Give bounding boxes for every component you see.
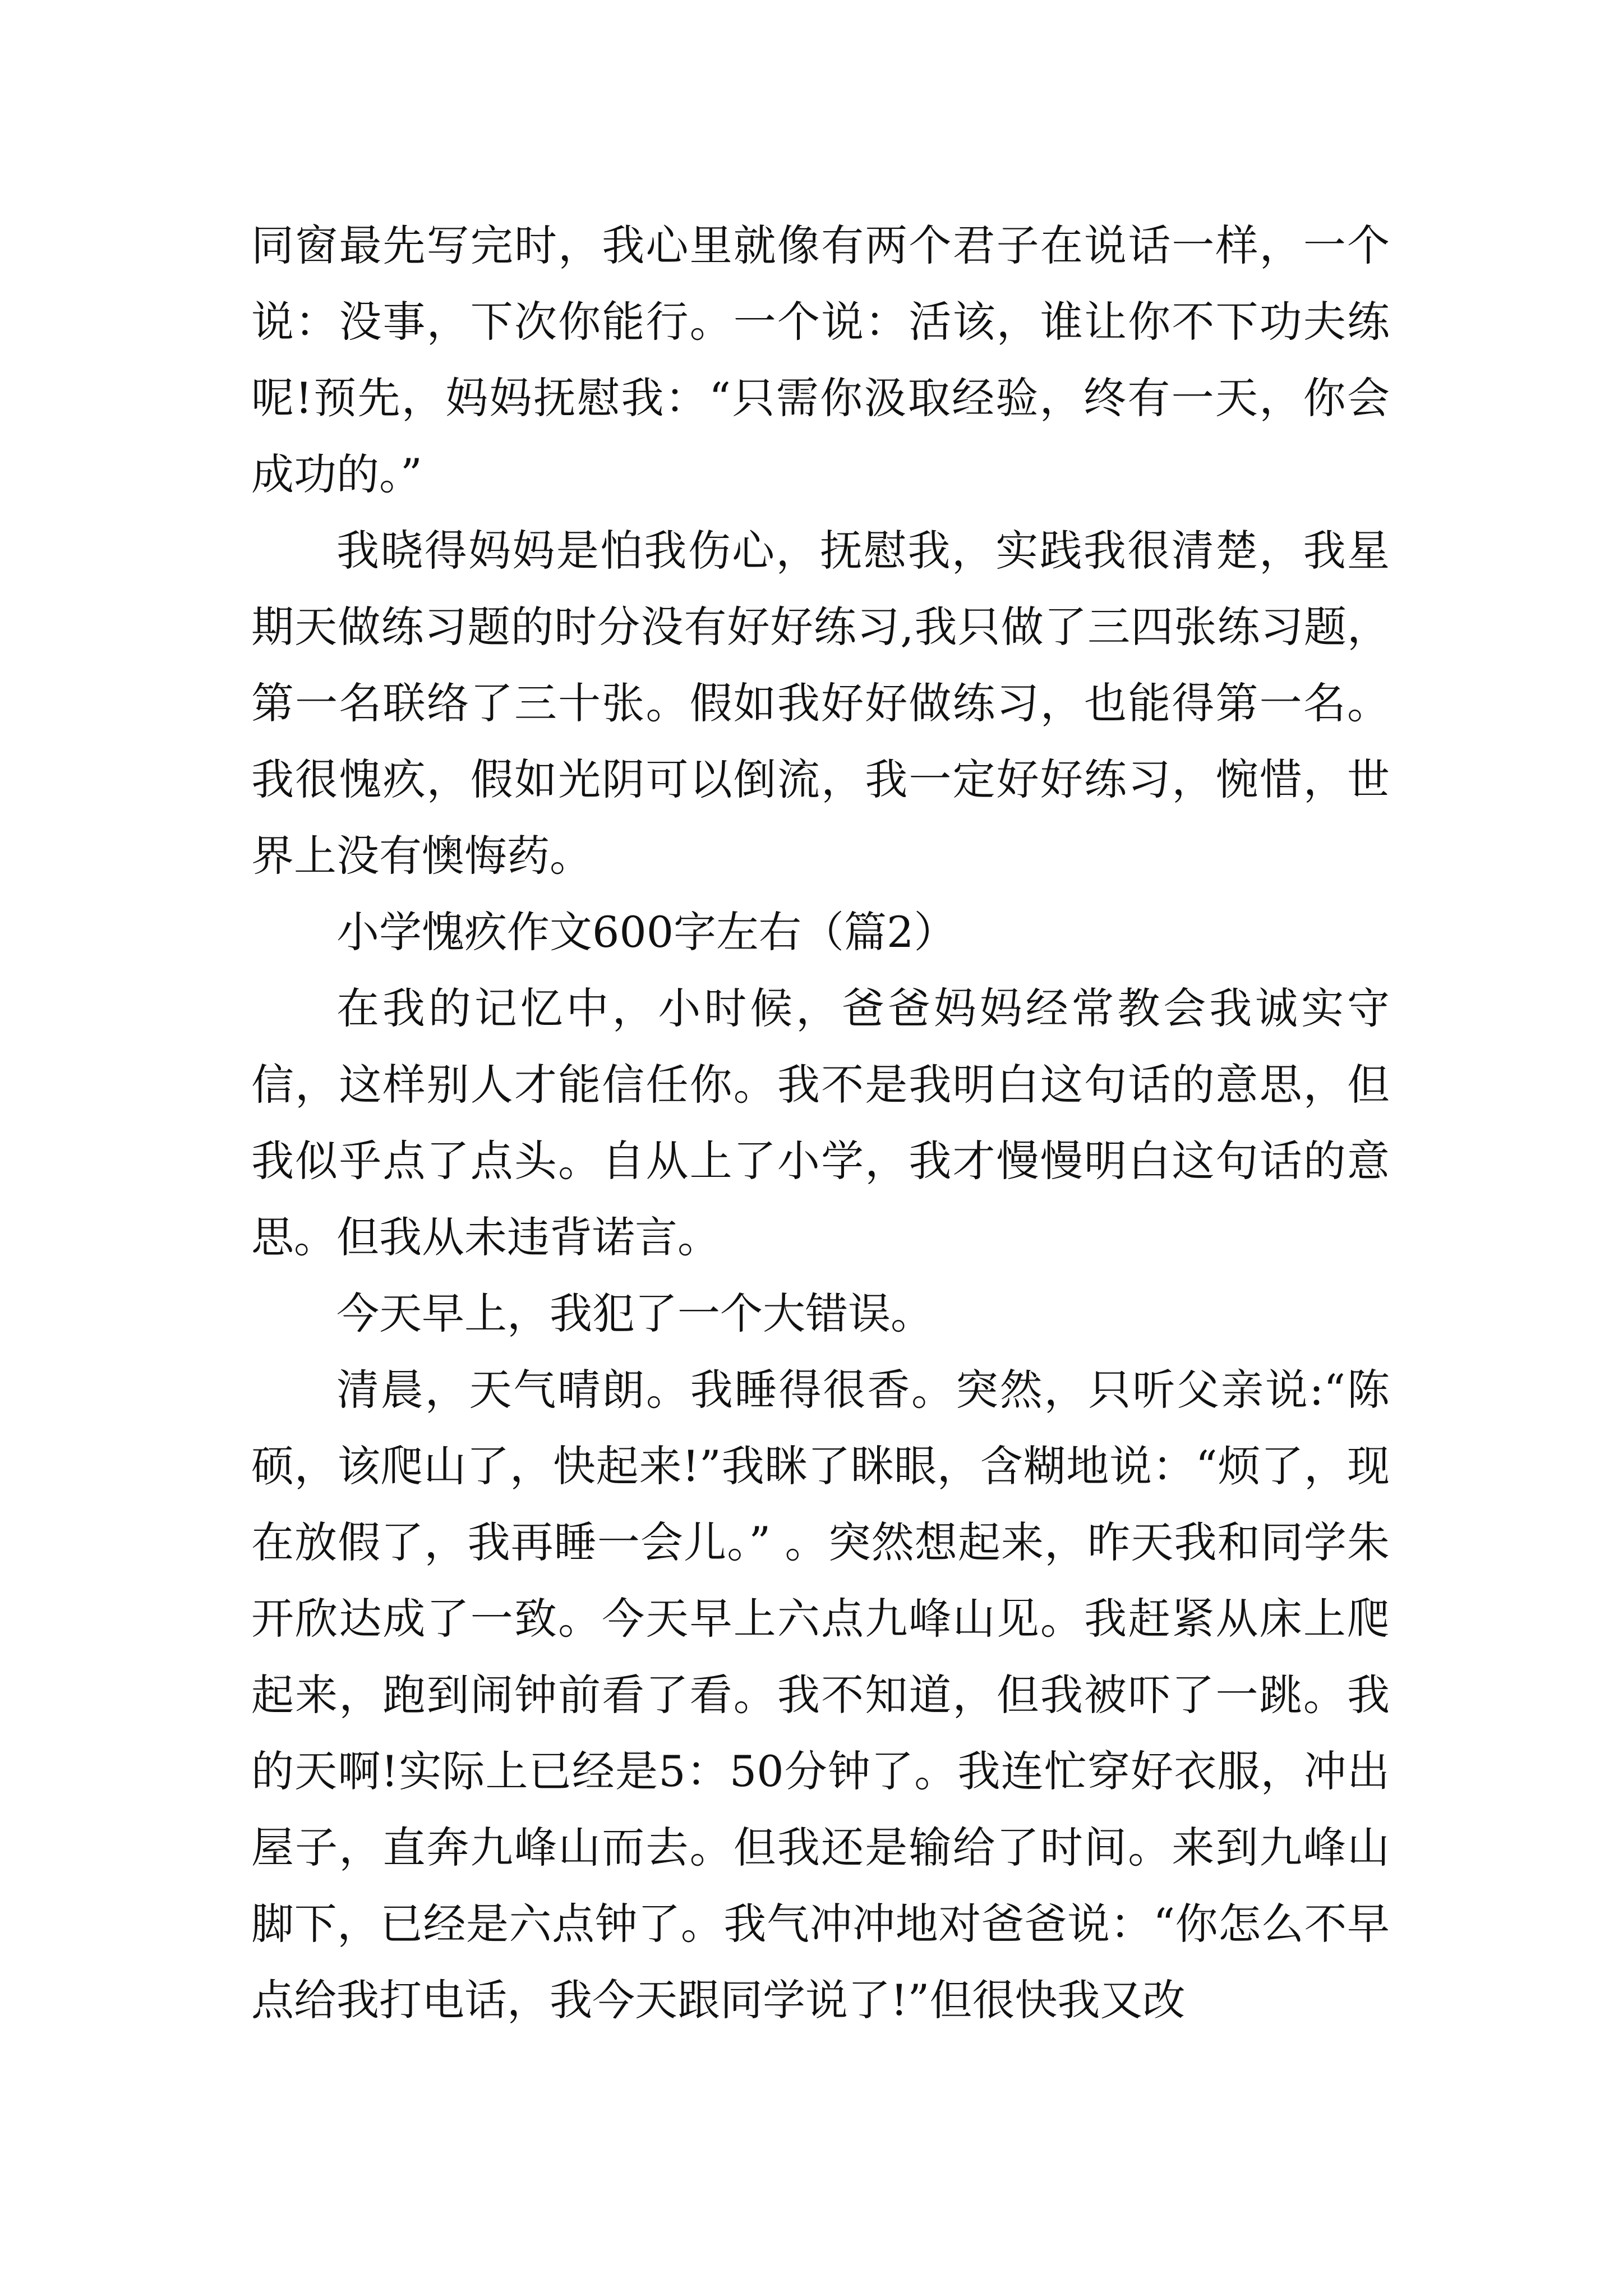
paragraph: 清晨，天气晴朗。我睡得很香。突然，只听父亲说:“陈硕，该爬山了，快起来!”我眯了眯眼，含糊地说：“烦了，现在放假了，我再睡一会儿。” 。突然想起来，昨天我和同学朱开欣达成了一致。今天早上六点九峰山见。我赶紧从床上爬起来，跑到闹钟前看了看。我不知道，但我被吓了一跳。我的天啊!实际上已经是5：50分钟了。我连忙穿好衣服，冲出屋子，直奔九峰山而去。但我还是输给了时间。来到九峰山脚下，已经是六点钟了。我气冲冲地对爸爸说：“你怎么不早点给我打电话，我今天跟同学说了!”但很快我又改: [251, 1365, 1390, 2025]
paragraph: 今天早上，我犯了一个大错误。: [336, 1289, 933, 1338]
section-heading: 小学愧疚作文600字左右（篇2）: [336, 907, 957, 957]
paragraph: 我晓得妈妈是怕我伤心，抚慰我，实践我很清楚，我星期天做练习题的时分没有好好练习,我只做了三四张练习题，第一名联络了三十张。假如我好好做练习，也能得第一名。我很愧疚，假如光阴可以倒流，我一定好好练习，惋惜，世界上没有懊悔药。: [251, 526, 1390, 881]
document-body: [251, 208, 1390, 2039]
paragraph-continued: 同窗最先写完时，我心里就像有两个君子在说话一样，一个说：没事，下次你能行。一个说：活该，谁让你不下功夫练呢!预先，妈妈抚慰我：“只需你汲取经验，终有一天，你会成功的。”: [251, 220, 1390, 499]
paragraph: 在我的记忆中，小时候，爸爸妈妈经常教会我诚实守信，这样别人才能信任你。我不是我明白这句话的意思，但我似乎点了点头。自从上了小学，我才慢慢明白这句话的意思。但我从未违背诺言。: [251, 983, 1390, 1262]
